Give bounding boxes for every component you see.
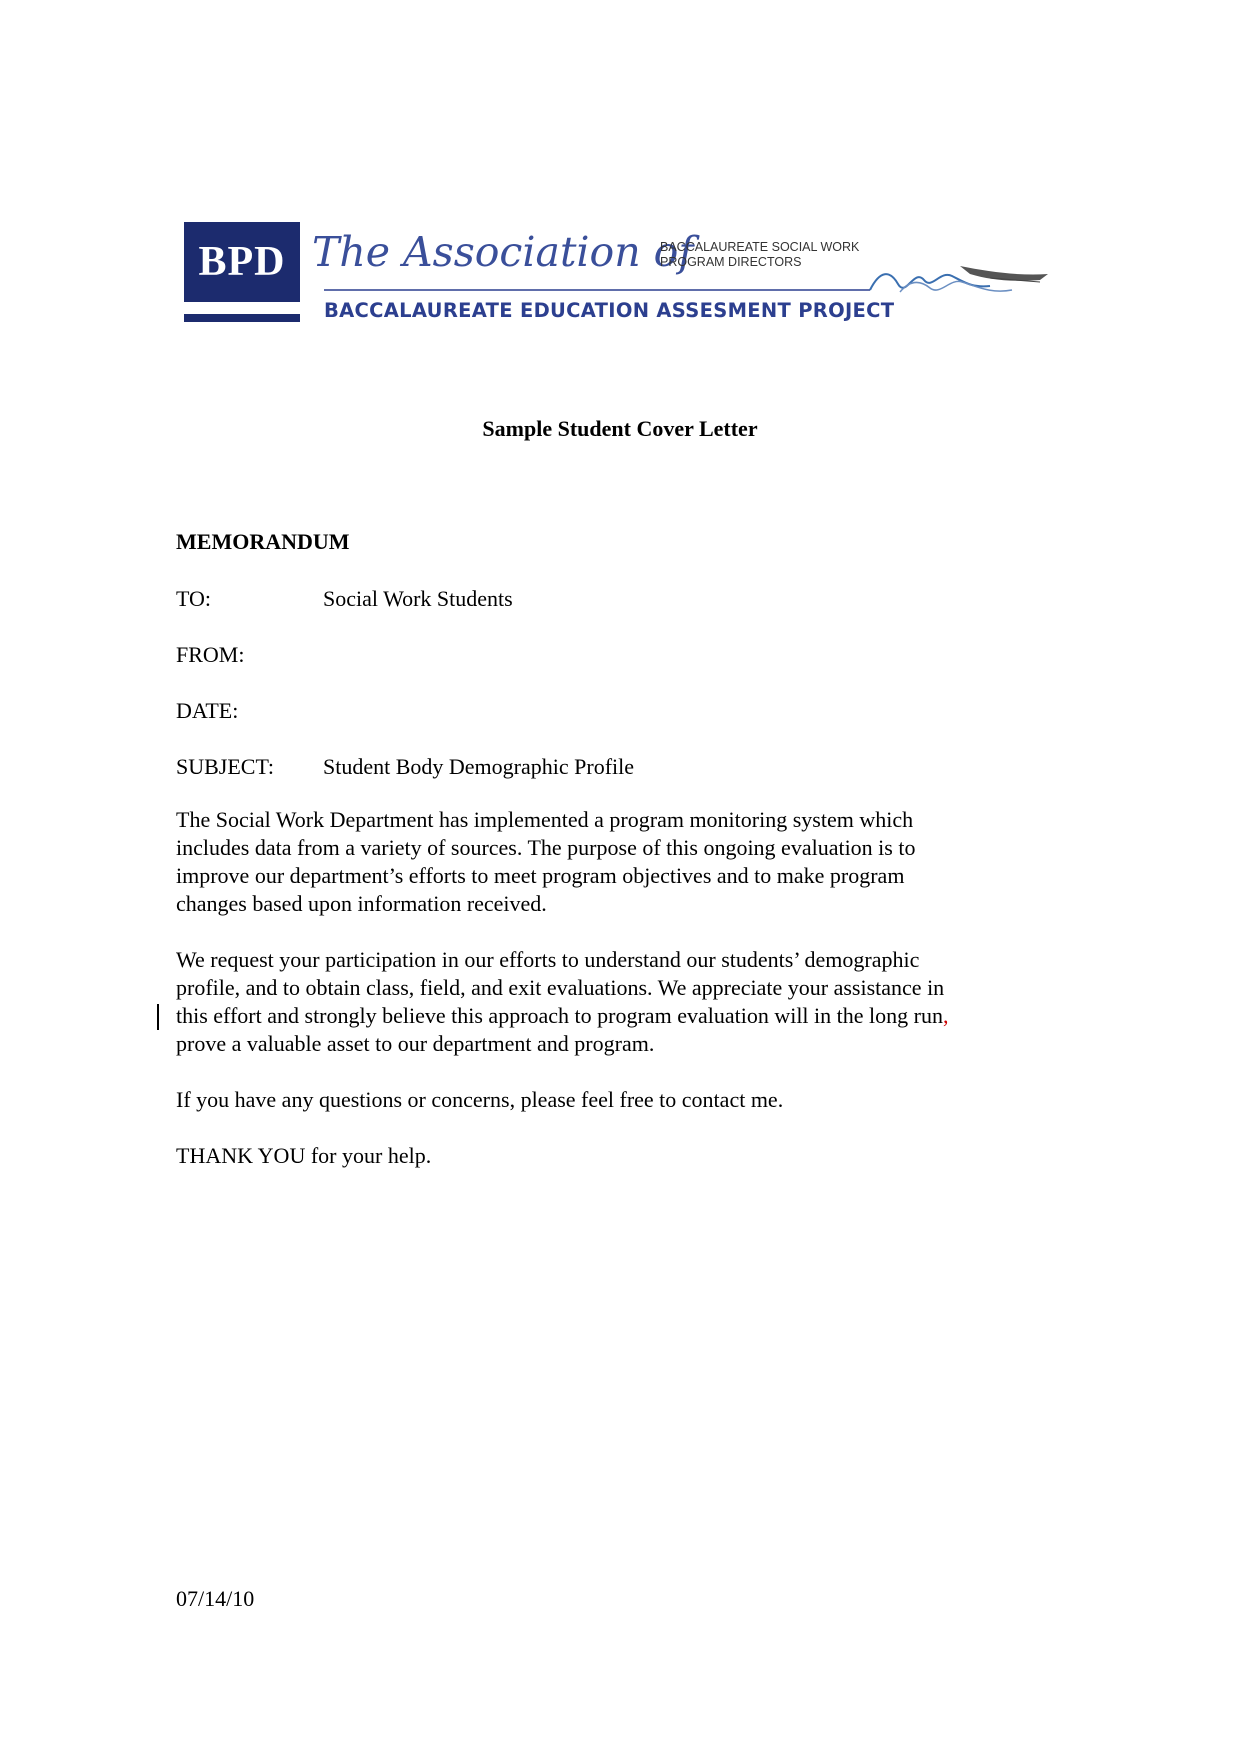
date-label: DATE: xyxy=(176,698,239,723)
association-subtitle-line1: BACCALAUREATE SOCIAL WORK xyxy=(660,240,860,254)
subject-value: Student Body Demographic Profile xyxy=(323,754,635,779)
memo-heading: MEMORANDUM xyxy=(176,529,350,554)
paragraph-2-line: We request your participation in our efforts to understand our students’ demographic xyxy=(176,947,920,972)
subject-label: SUBJECT: xyxy=(176,754,274,779)
bpd-logo-text: BPD xyxy=(198,239,286,285)
to-label: TO: xyxy=(176,586,212,611)
logo-underbar xyxy=(184,314,300,322)
footer-date: 07/14/10 xyxy=(176,1586,255,1611)
paragraph-1-line: The Social Work Department has implemented a program monitoring system which xyxy=(176,807,914,832)
from-label: FROM: xyxy=(176,642,245,667)
paragraph-3: If you have any questions or concerns, please feel free to contact me. xyxy=(176,1087,784,1112)
swoosh-graphic xyxy=(300,260,1070,300)
paragraph-2-line: profile, and to obtain class, field, and exit evaluations. We appreciate your assistance in xyxy=(176,975,945,1000)
paragraph-1 xyxy=(176,806,1056,918)
association-script-title: The Association of xyxy=(312,228,694,276)
project-title: BACCALAUREATE EDUCATION ASSESMENT PROJECT xyxy=(324,299,895,322)
paragraph-1-line: improve our department’s efforts to meet program objectives and to make program xyxy=(176,863,905,888)
closing-line: THANK YOU for your help. xyxy=(176,1143,432,1168)
bpd-logo xyxy=(184,222,300,302)
paragraph-2-line-with-revision xyxy=(176,1002,1056,1030)
paragraph-1-line: changes based upon information received. xyxy=(176,891,547,916)
association-subtitle-line2: PROGRAM DIRECTORS xyxy=(660,255,802,269)
paragraph-2-line: prove a valuable asset to our department and program. xyxy=(176,1031,655,1056)
paragraph-1-line: includes data from a variety of sources. The purpose of this ongoing evaluation is to xyxy=(176,835,916,860)
document-title: Sample Student Cover Letter xyxy=(482,416,758,441)
revision-change-bar xyxy=(157,1004,159,1030)
paragraph-2 xyxy=(176,946,1056,1058)
inserted-comma-revision: , xyxy=(942,1003,949,1028)
paragraph-2-line-text: this effort and strongly believe this approach to program evaluation will in the long run xyxy=(176,1003,943,1028)
to-value: Social Work Students xyxy=(323,586,513,611)
